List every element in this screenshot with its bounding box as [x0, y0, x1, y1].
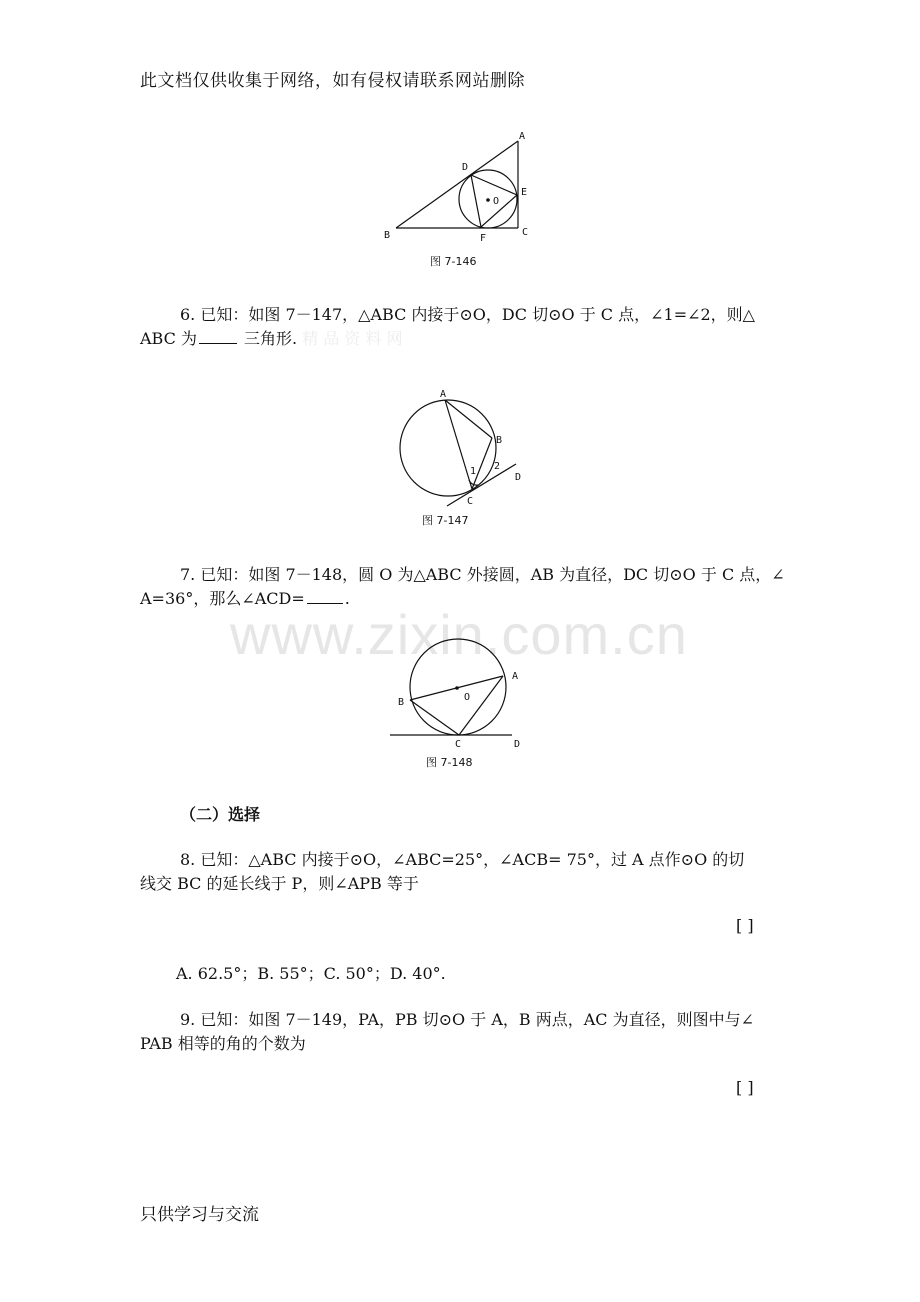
label-d: D — [462, 162, 469, 173]
answer-bracket-8: [ ] — [736, 916, 754, 935]
watermark: www.zixin.com.cn — [230, 603, 688, 666]
question-8-options: A. 62.5°；B. 55°；C. 50°；D. 40°. — [176, 964, 446, 983]
label-d: D — [515, 472, 522, 483]
question-8-line1: 8. 已知：△ABC 内接于⊙O，∠ABC=25°，∠ACB= 75°，过 A 点作⊙O 的切 — [180, 850, 745, 869]
figure-7-148 — [388, 632, 538, 772]
label-d: D — [514, 739, 521, 750]
caption-7-148: 图 7-148 — [426, 756, 473, 769]
q7-line2-prefix: A=36°，那么∠ACD= — [140, 589, 305, 608]
label-c: C — [455, 739, 462, 750]
question-7-line2 — [140, 587, 790, 611]
answer-bracket-9: [ ] — [736, 1078, 754, 1097]
figure-7-147 — [390, 384, 540, 529]
section-title: （二）选择 — [180, 805, 261, 824]
side-ab — [396, 141, 518, 228]
label-b: B — [398, 697, 405, 708]
q7-line2-suffix: . — [344, 589, 350, 608]
label-angle-2: 2 — [494, 461, 501, 472]
q6-line2-prefix: ABC 为 — [140, 329, 197, 348]
q6-line2-suffix: 三角形. — [244, 329, 298, 348]
question-6-line2 — [140, 327, 790, 351]
label-a: A — [440, 389, 447, 400]
question-6-line1: 6. 已知：如图 7－147，△ABC 内接于⊙O，DC 切⊙O 于 C 点，∠1=∠2，则△ — [180, 305, 755, 324]
label-f: F — [480, 233, 487, 244]
faint-text: 精 品 资 料 网 — [302, 329, 403, 348]
label-b: B — [384, 230, 391, 241]
question-9-line1: 9. 已知：如图 7－149，PA，PB 切⊙O 于 A，B 两点，AC 为直径，则图中与∠ — [180, 1010, 755, 1029]
answer-blank — [199, 327, 237, 344]
page-footer: 只供学习与交流 — [140, 1205, 259, 1225]
question-9-line2: PAB 相等的角的个数为 — [140, 1034, 306, 1053]
circle — [400, 400, 496, 496]
chord-bc — [410, 700, 459, 735]
question-8-line2: 线交 BC 的延长线于 P，则∠APB 等于 — [140, 874, 419, 893]
center-o — [486, 198, 490, 202]
label-c: C — [522, 227, 529, 238]
label-a: A — [519, 131, 526, 142]
label-a: A — [512, 671, 519, 682]
chord-ab — [445, 400, 492, 438]
chord-ac — [459, 676, 503, 735]
caption-7-146: 图 7-146 — [430, 255, 477, 268]
label-b: B — [496, 435, 503, 446]
center-o — [455, 686, 459, 690]
tangent-dc — [447, 464, 516, 506]
label-angle-1: 1 — [470, 466, 477, 477]
label-o: O — [493, 196, 500, 207]
question-7-line1: 7. 已知：如图 7－148，圆 O 为△ABC 外接圆，AB 为直径，DC 切⊙O 于 C 点，∠ — [180, 565, 785, 584]
label-c: C — [467, 496, 474, 507]
chord-ac — [445, 400, 472, 489]
caption-7-147: 图 7-147 — [422, 514, 469, 527]
figure-7-146 — [380, 125, 540, 275]
label-e: E — [521, 187, 528, 198]
label-o: O — [464, 692, 471, 703]
page-header: 此文档仅供收集于网络，如有侵权请联系网站删除 — [140, 71, 525, 91]
answer-blank — [307, 587, 343, 604]
